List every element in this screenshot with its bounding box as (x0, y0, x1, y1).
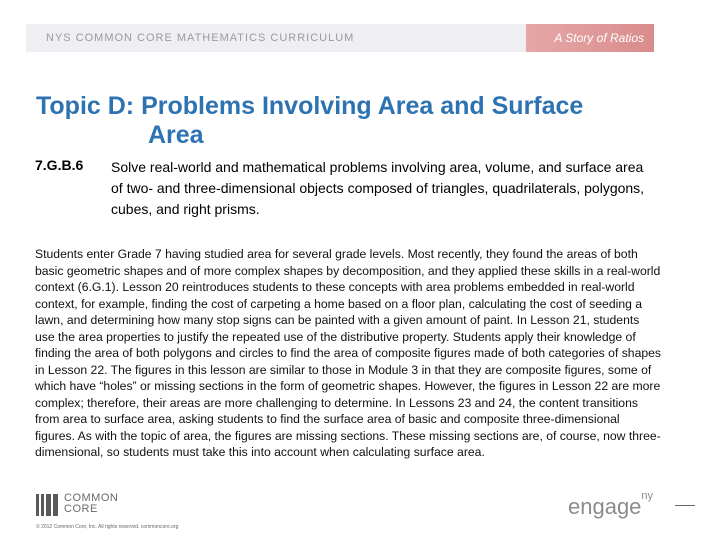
engage-text: engage (568, 494, 642, 519)
title-line-1: Topic D: Problems Involving Area and Surface (36, 92, 584, 120)
engage-sup: ny (641, 490, 654, 502)
standard-text: Solve real-world and mathematical problems involving area, volume, and surface area of two- and three-dimensional objects composed of triangles, quadrilaterals, polygons, cubes, and right prisms. (111, 159, 645, 217)
copyright: © 2012 Common Core, Inc. All rights reserved. commoncore.org (36, 524, 179, 530)
logo-line-2: CORE (64, 503, 98, 515)
story-label: A Story of Ratios (554, 31, 644, 45)
logo-text (64, 493, 118, 515)
title-line-2: Area (148, 121, 204, 149)
header-accent (526, 24, 654, 52)
standard-code: 7.G.B.6 (35, 157, 84, 173)
body-paragraph: Students enter Grade 7 having studied area for several grade levels. Most recently, they found the areas of both basic geometric shapes and of more complex shapes by decomposition, and they applied these skills in a real-world context (6.G.1). Lesson 20 reintroduces students to these concepts with area problems embedded in real-world context, for example, finding the cost of carpeting a home based on a floor plan, calculating the cost of seeding a lawn, and determining how many stop signs can be painted with a given amount of paint. In Lesson 21, students use the area properties to justify the repeated use of the distributive property. Students apply their knowledge of finding the area of both polygons and circles to find the area of composite figures made of both categories of shapes in Lesson 22. The figures in this lesson are similar to those in Module 3 in that they are composite figures, some of which have “holes” or missing sections in the form of geometric shapes. However, the figures in Lesson 22 are more complex; therefore, their areas are more challenging to determine. In Lessons 23 and 24, the content transitions from area to surface area, asking students to find the surface area of basic and composite three-dimensional figures. As with the topic of area, the figures are missing sections. These missing sections are, of course, now three-dimensional, so students must take this into account when calculating surface area. (35, 247, 662, 459)
common-core-logo-icon (36, 494, 58, 516)
page-title (36, 92, 656, 150)
footer-rule (675, 505, 695, 506)
curriculum-label: NYS COMMON CORE MATHEMATICS CURRICULUM (46, 32, 355, 44)
header-bar (26, 24, 654, 52)
logo-line-1: COMMON (64, 492, 119, 504)
engage-ny-logo (568, 490, 654, 520)
standard-box (28, 156, 656, 236)
